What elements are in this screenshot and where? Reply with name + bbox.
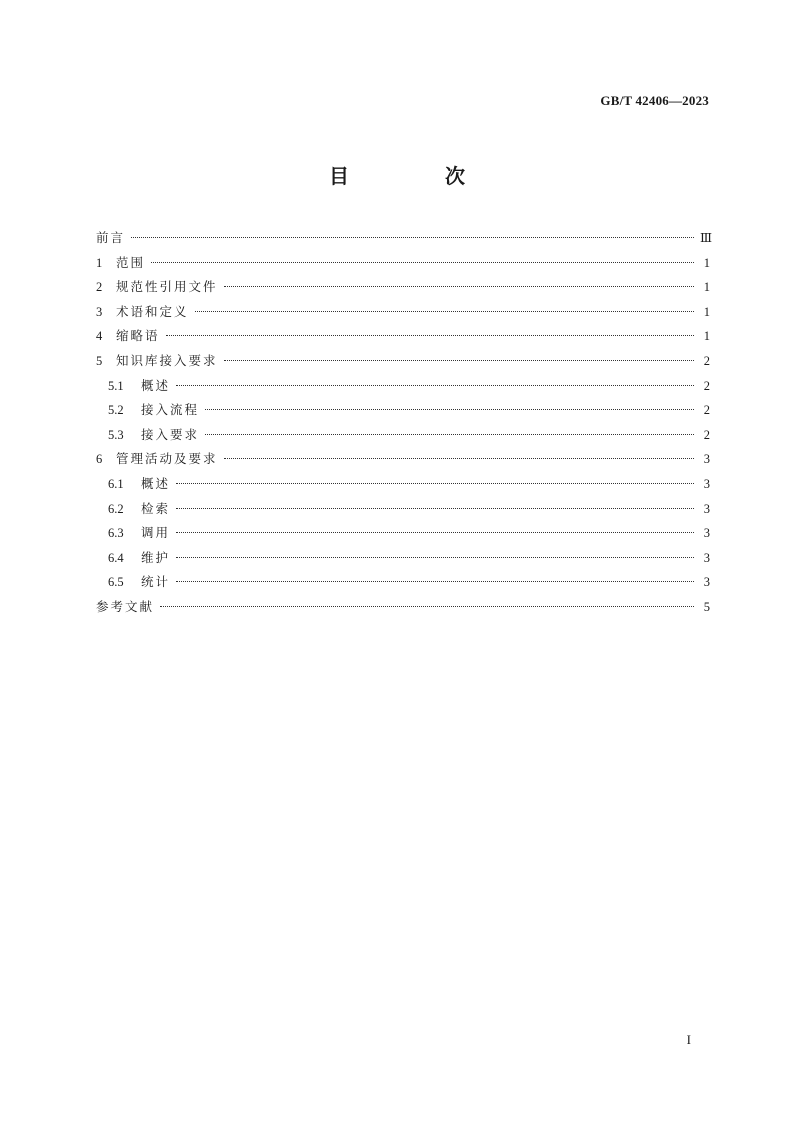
toc-entry-label: 检索 [141,500,171,516]
toc-leader-dots [224,458,694,459]
toc-leader-dots [176,385,694,386]
toc-entry-page: 3 [703,575,710,590]
toc-entry-label: 统计 [141,574,171,590]
toc-leader-dots [176,483,694,484]
toc-leader-dots [195,311,694,312]
toc-entry-number: 6.1 [108,476,124,491]
toc-entry-1[interactable] [96,251,710,276]
toc-entry-3[interactable] [96,300,710,325]
toc-entry-number: 2 [96,280,103,295]
toc-entry-5-1[interactable] [96,374,710,399]
toc-entry-label: 规范性引用文件 [116,279,218,295]
toc-entry-5[interactable] [96,349,710,374]
toc-entry-page: 1 [703,255,710,270]
standard-number: GB/T 42406—2023 [600,93,709,108]
toc-entry-number: 5 [96,353,103,368]
toc-entry-label: 维护 [141,549,171,565]
toc-entry-foreword[interactable] [96,226,713,251]
toc-entry-page: 1 [703,329,710,344]
toc-entry-page: 3 [703,526,710,541]
toc-leader-dots [224,360,694,361]
toc-entry-page: 3 [703,550,710,565]
toc-leader-dots [131,237,694,238]
toc-entry-6-4[interactable] [96,546,710,571]
toc-entry-page: Ⅲ [700,231,713,245]
toc-entry-6-1[interactable] [96,472,710,497]
toc-entry-6-5[interactable] [96,570,710,595]
toc-entry-page: 2 [703,427,710,442]
toc-entry-label: 知识库接入要求 [116,352,218,368]
toc-leader-dots [205,434,694,435]
page-number: I [686,1032,691,1047]
toc-leader-dots [176,532,694,533]
toc-entry-number: 6 [96,452,103,467]
toc-entry-number: 5.3 [108,427,124,442]
toc-entry-number: 5.2 [108,403,124,418]
toc-leader-dots [176,581,694,582]
toc-entry-label: 接入要求 [141,426,200,442]
toc-entry-2[interactable] [96,275,710,300]
toc-entry-number: 5.1 [108,378,124,393]
toc-entry-page: 3 [703,452,710,467]
toc-title: 目 次 [329,164,503,188]
toc-entry-label: 概述 [141,377,171,393]
toc-entry-page: 3 [703,476,710,491]
toc-entry-5-3[interactable] [96,423,710,448]
toc-leader-dots [176,508,694,509]
toc-entry-number: 1 [96,255,103,270]
toc-entry-number: 3 [96,304,103,319]
toc-leader-dots [160,606,694,607]
toc-entry-6-3[interactable] [96,521,710,546]
toc-entry-references[interactable] [96,595,710,620]
toc-entry-page: 2 [703,353,710,368]
toc-entry-label: 管理活动及要求 [116,451,218,467]
toc-entry-page: 5 [703,599,710,614]
toc-entry-label: 参考文献 [96,598,155,614]
toc-leader-dots [224,286,694,287]
toc-entry-5-2[interactable] [96,398,710,423]
toc-entry-page: 3 [703,501,710,516]
toc-entry-number: 6.5 [108,575,124,590]
toc-leader-dots [166,335,694,336]
toc-entry-label: 范围 [116,254,146,270]
toc-entry-label: 接入流程 [141,402,200,418]
table-of-contents [96,226,713,620]
toc-entry-label: 概述 [141,475,171,491]
toc-entry-4[interactable] [96,324,710,349]
toc-leader-dots [176,557,694,558]
toc-entry-page: 1 [703,280,710,295]
toc-entry-page: 2 [703,403,710,418]
toc-entry-number: 6.2 [108,501,124,516]
toc-entry-label: 前言 [96,230,126,245]
toc-entry-label: 调用 [141,525,171,541]
toc-entry-number: 4 [96,329,103,344]
toc-entry-page: 2 [703,378,710,393]
toc-leader-dots [151,262,694,263]
toc-entry-6-2[interactable] [96,497,710,522]
toc-entry-label: 术语和定义 [116,303,189,319]
toc-entry-number: 6.4 [108,550,124,565]
toc-entry-page: 1 [703,304,710,319]
toc-leader-dots [205,409,694,410]
toc-entry-label: 缩略语 [116,328,160,344]
toc-entry-6[interactable] [96,447,710,472]
toc-entry-number: 6.3 [108,526,124,541]
